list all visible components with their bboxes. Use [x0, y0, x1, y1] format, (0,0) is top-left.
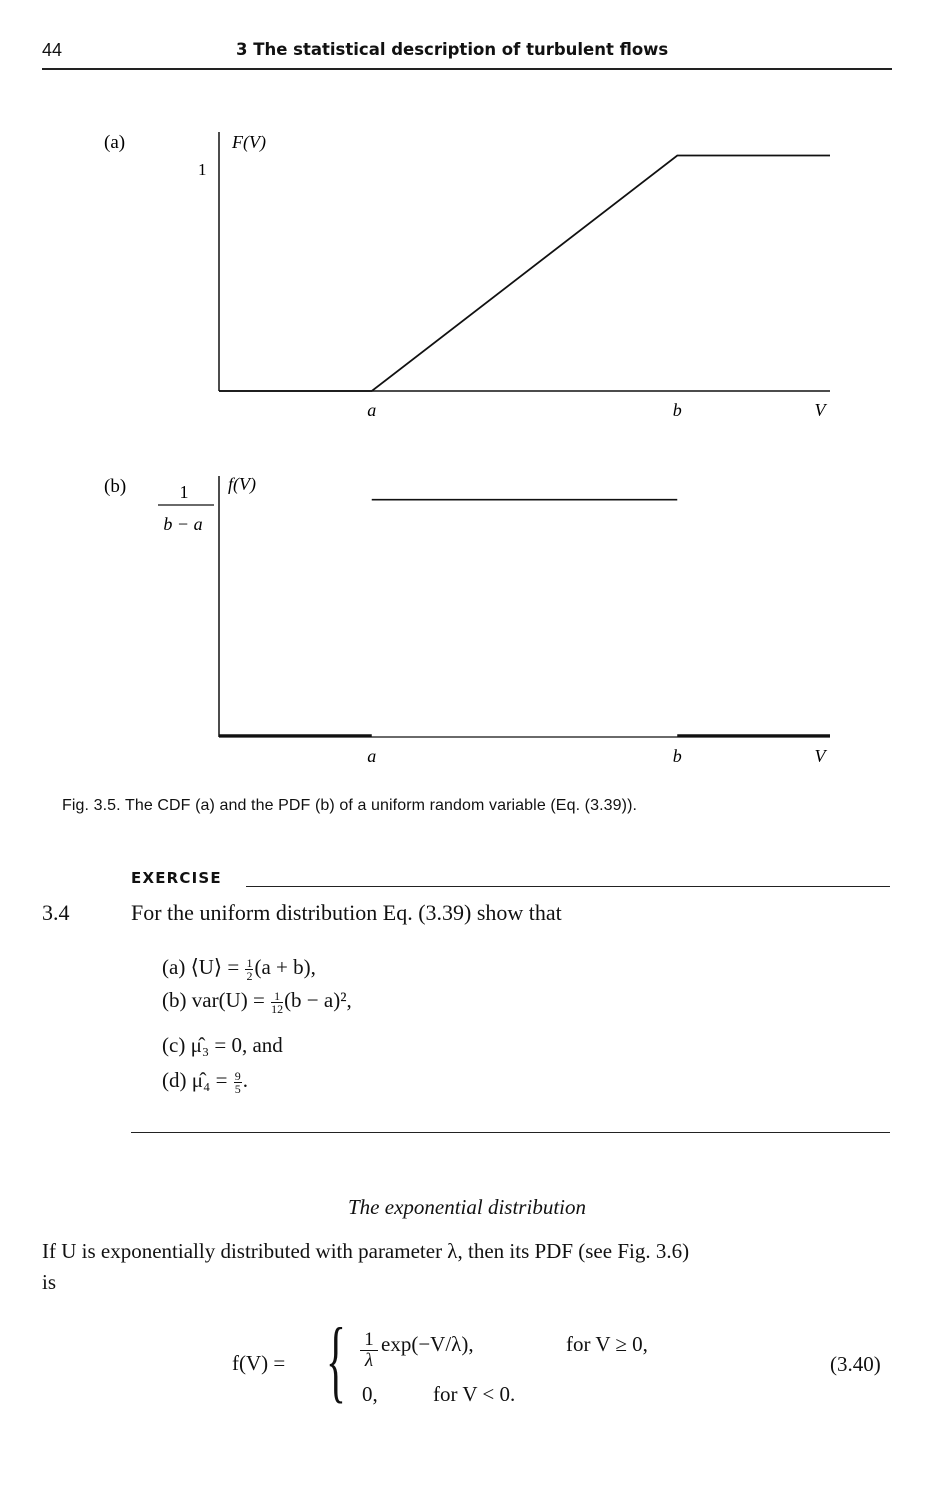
panel-a: [104, 132, 830, 420]
figure-3-5: [0, 110, 934, 790]
figure-caption: Fig. 3.5. The CDF (a) and the PDF (b) of a uniform random variable (Eq. (3.39)).: [62, 797, 638, 814]
equation-case1-numerator: 1: [360, 1330, 378, 1351]
equation-case1-condition: for V ≥ 0,: [566, 1332, 648, 1356]
panel-b-ytick-denominator: b − a: [163, 514, 203, 534]
item-d-lhs: μ̂₄ =: [191, 1068, 233, 1092]
item-a-fraction: [245, 957, 253, 982]
item-b-label: (b): [162, 988, 187, 1012]
exercise-title: EXERCISE: [131, 869, 222, 887]
equation-lhs: f(V) =: [232, 1351, 286, 1375]
item-a-rhs: (a + b),: [254, 955, 316, 979]
exercise-end-rule: [131, 1132, 890, 1133]
paragraph-line-1: If U is exponentially distributed with parameter λ, then its PDF (see Fig. 3.6): [42, 1239, 690, 1263]
paragraph-line-2: is: [42, 1270, 57, 1294]
panel-b-label: (b): [104, 476, 127, 497]
item-d-rhs: .: [242, 1068, 248, 1092]
panel-a-xtick-b: b: [672, 400, 682, 420]
exercise-item-c: [162, 1033, 283, 1058]
item-b-fraction: [271, 990, 283, 1015]
cdf-line: [219, 156, 830, 392]
panel-a-label: (a): [104, 132, 126, 153]
equation-case2-condition: for V < 0.: [433, 1382, 516, 1406]
panel-b-xlabel: V: [814, 746, 826, 766]
item-c-label: (c): [162, 1033, 186, 1057]
exercise-title-rule: [246, 886, 890, 887]
exercise-prompt: For the uniform distribution Eq. (3.39) show that: [131, 900, 562, 925]
item-b-rhs: (b − a)²,: [284, 988, 352, 1012]
item-d-numerator: 9: [234, 1068, 241, 1083]
exercise-item-a: [162, 955, 316, 982]
item-b-lhs: var(U) =: [191, 988, 271, 1012]
page-number: 44: [42, 40, 63, 60]
running-title: 3 The statistical description of turbulent flows: [236, 40, 669, 59]
equation-case1-fraction: [360, 1330, 378, 1371]
item-d-label: (d): [162, 1068, 187, 1092]
exercise-number: 3.4: [42, 900, 70, 925]
panel-b: [104, 474, 830, 766]
section-title: The exponential distribution: [348, 1195, 586, 1219]
exercise-item-d: [162, 1068, 248, 1095]
panel-a-ytick: 1: [198, 160, 207, 179]
equation-case1-denominator: λ: [364, 1350, 374, 1371]
item-a-label: (a): [162, 955, 186, 979]
item-b-denominator: 12: [271, 1001, 284, 1016]
item-c-text: μ̂₃ = 0, and: [190, 1033, 283, 1057]
item-a-denominator: 2: [246, 968, 253, 983]
item-a-numerator: 1: [246, 955, 253, 970]
section-paragraph: [42, 1236, 892, 1298]
header-rule: [42, 68, 892, 70]
item-d-denominator: 5: [234, 1081, 241, 1096]
equation-case2-expression: 0,: [362, 1382, 378, 1406]
panel-b-ylabel: f(V): [228, 474, 256, 494]
item-b-numerator: 1: [271, 990, 283, 1003]
item-d-fraction: [234, 1070, 242, 1095]
panel-b-xtick-a: a: [367, 746, 377, 766]
equation-case1-expression: exp(−V/λ),: [381, 1332, 474, 1356]
exercise-item-b: [162, 988, 352, 1015]
panel-a-ylabel: F(V): [232, 132, 266, 152]
panel-a-xlabel: V: [814, 400, 826, 420]
panel-a-xtick-a: a: [367, 400, 377, 420]
equation-brace: {: [326, 1309, 346, 1411]
pdf-line: [219, 500, 830, 736]
item-a-lhs: ⟨U⟩ =: [190, 955, 245, 979]
panel-b-xtick-b: b: [672, 746, 682, 766]
panel-b-ytick-numerator: 1: [179, 482, 189, 502]
equation-number: (3.40): [830, 1352, 881, 1376]
